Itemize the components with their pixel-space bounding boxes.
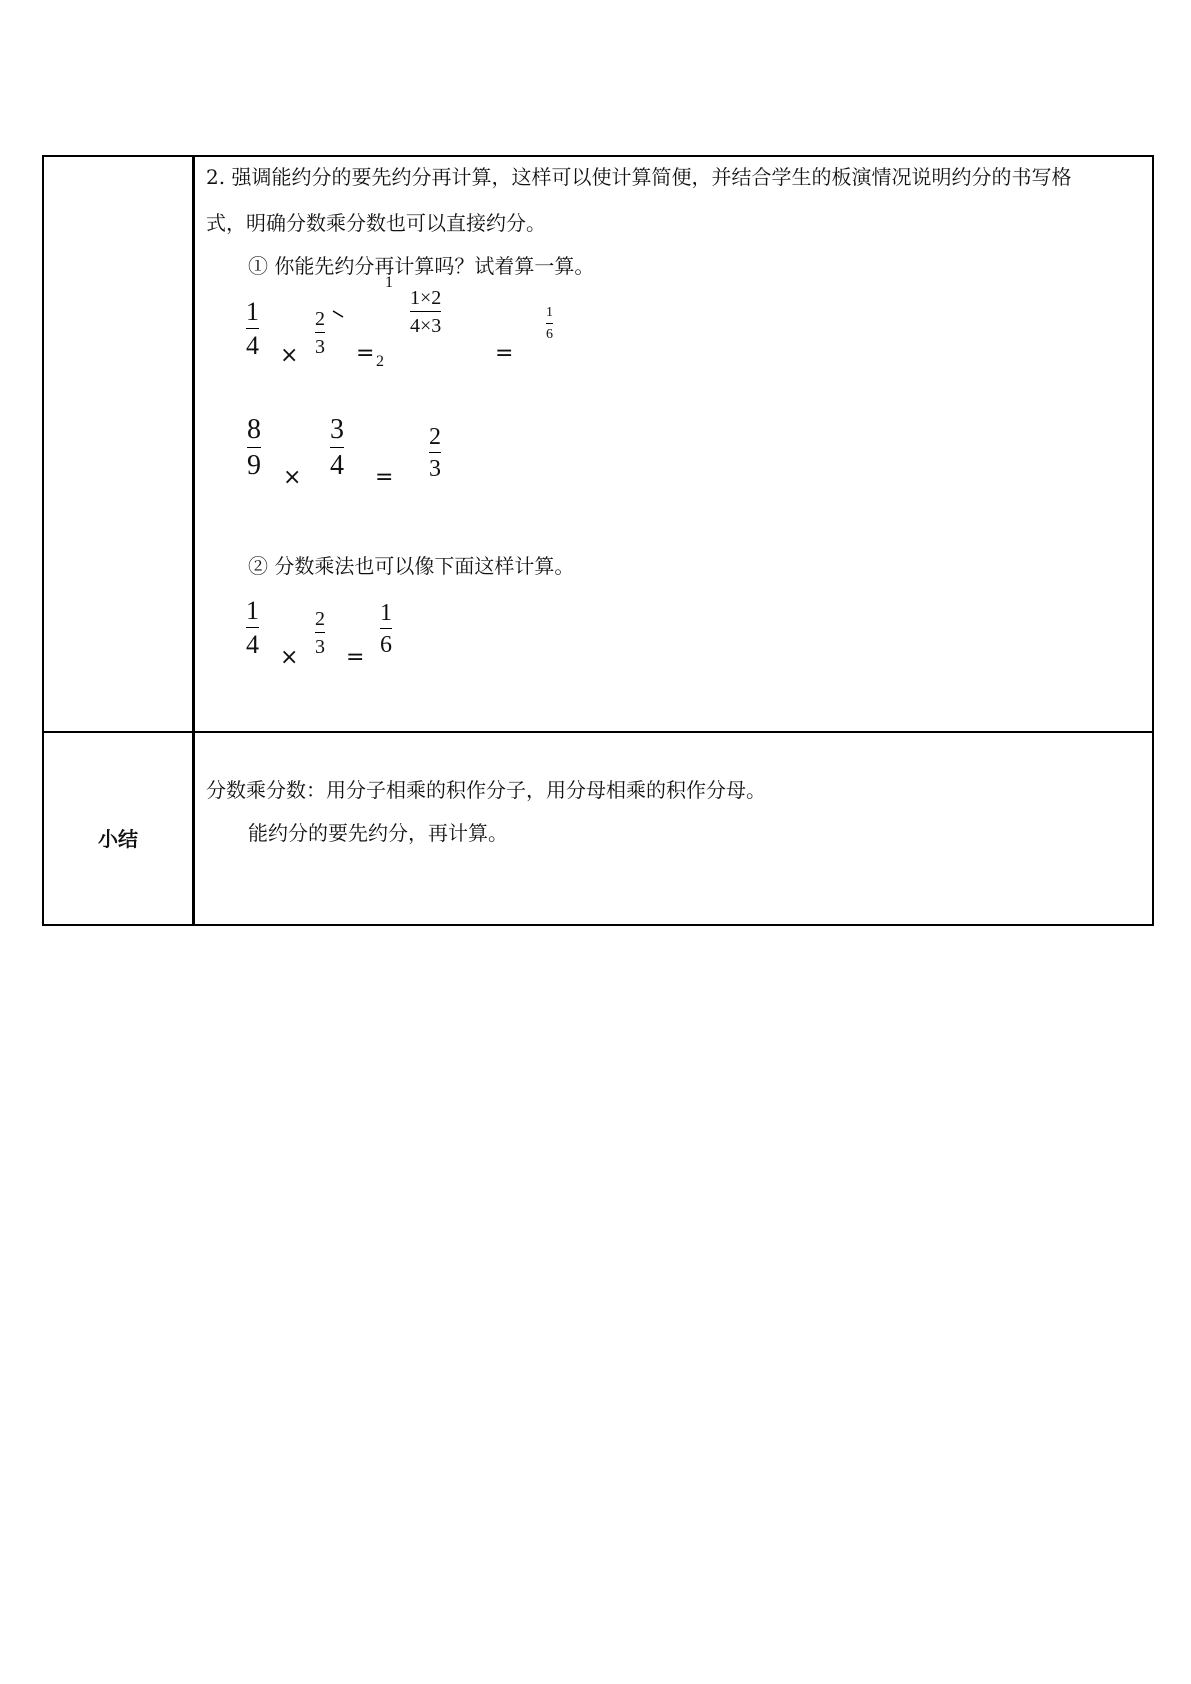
denominator: 3 — [429, 456, 441, 482]
fraction-bar — [380, 628, 392, 629]
denominator: 3 — [315, 336, 325, 358]
column-divider — [192, 157, 195, 924]
denominator: 4 — [330, 450, 344, 481]
ex2-fraction-1 — [247, 416, 261, 480]
summary-line-2: 能约分的要先约分，再计算。 — [248, 821, 508, 845]
fraction-bar — [247, 447, 261, 448]
numerator: 1 — [546, 305, 553, 320]
ex3-fraction-1 — [246, 598, 259, 658]
ex3-fraction-3 — [380, 601, 392, 657]
fraction-bar — [330, 447, 344, 448]
question-1: ① 你能先约分再计算吗？试着算一算。 — [248, 254, 595, 278]
cancel-mark-top: 1 — [385, 274, 393, 291]
denominator: 4 — [246, 331, 259, 360]
numerator: 1 — [380, 600, 392, 626]
denominator: 9 — [247, 450, 261, 481]
ex1-fraction-2 — [315, 309, 325, 357]
ex2-fraction-3 — [429, 425, 441, 481]
numerator: 1×2 — [410, 287, 442, 309]
summary-label: 小结 — [98, 827, 138, 851]
ex3-fraction-2 — [315, 609, 325, 657]
lesson-table — [42, 155, 1154, 926]
paragraph-line-2: 式，明确分数乘分数也可以直接约分。 — [206, 211, 546, 235]
ex1-fraction-3 — [410, 288, 441, 336]
ex2-fraction-2 — [330, 416, 344, 480]
denominator: 4 — [246, 630, 259, 659]
equals-sign: = — [356, 341, 375, 366]
fraction-bar — [429, 452, 441, 453]
equals-sign: = — [375, 465, 394, 490]
numerator: 1 — [246, 596, 259, 625]
numerator: 2 — [429, 424, 441, 450]
times-sign: × — [280, 343, 299, 368]
denominator: 3 — [315, 636, 325, 658]
fraction-bar — [315, 632, 325, 633]
ex1-fraction-4 — [546, 306, 553, 342]
times-sign: × — [283, 465, 302, 490]
numerator: 8 — [247, 414, 261, 445]
fraction-bar — [315, 332, 325, 333]
question-2: ② 分数乘法也可以像下面这样计算。 — [248, 554, 575, 578]
ex1-fraction-1 — [246, 299, 259, 359]
equals-sign: = — [495, 341, 514, 366]
cancel-mark-bottom: 2 — [376, 353, 384, 370]
equals-sign: = — [346, 645, 365, 670]
paragraph-line-1: 2. 强调能约分的要先约分再计算，这样可以使计算简便，并结合学生的板演情况说明约分的书写格 — [206, 165, 1072, 189]
summary-line-1: 分数乘分数：用分子相乘的积作分子，用分母相乘的积作分母。 — [206, 778, 766, 802]
numerator: 1 — [246, 297, 259, 326]
times-sign: × — [280, 645, 299, 670]
fraction-bar — [410, 311, 441, 312]
fraction-bar — [246, 328, 259, 329]
numerator: 2 — [315, 608, 325, 630]
fraction-bar — [246, 627, 259, 628]
numerator: 2 — [315, 308, 325, 330]
denominator: 6 — [546, 327, 553, 342]
numerator: 3 — [330, 414, 344, 445]
fraction-bar — [546, 323, 553, 324]
denominator: 6 — [380, 632, 392, 658]
cancel-stroke-icon — [331, 309, 345, 319]
row-divider — [44, 731, 1152, 733]
denominator: 4×3 — [410, 315, 442, 337]
